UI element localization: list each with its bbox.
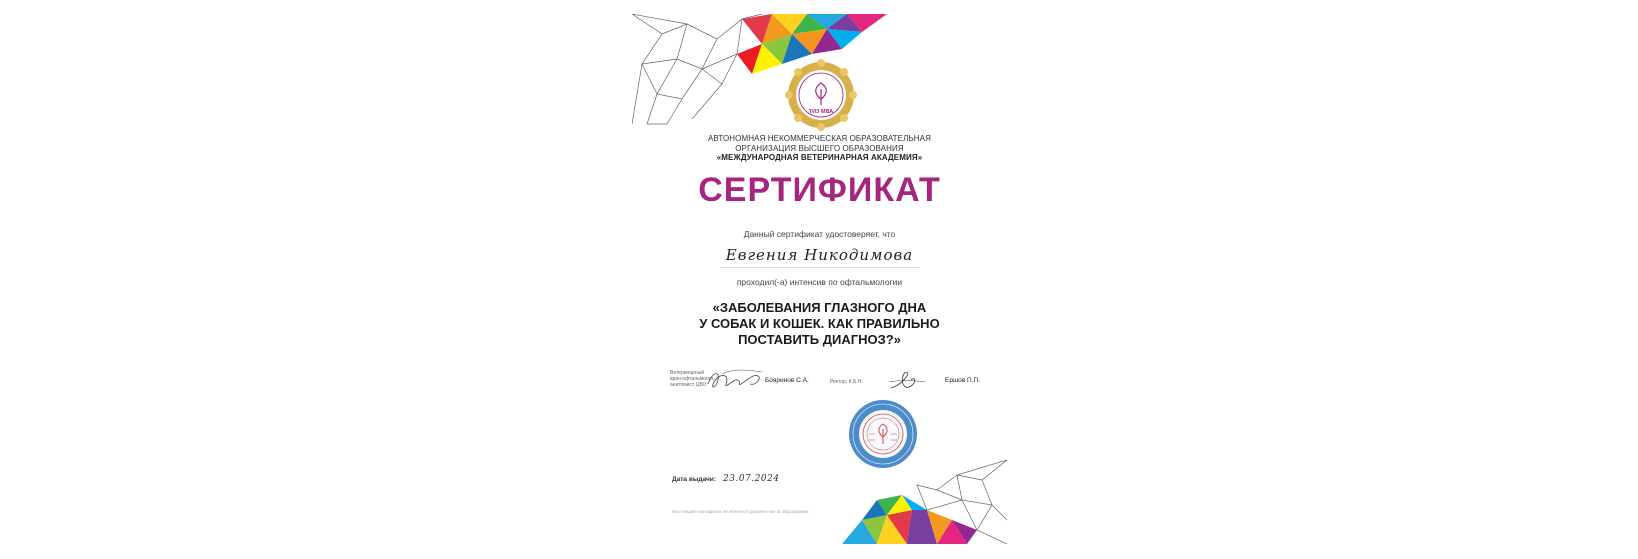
org-line-3: «МЕЖДУНАРОДНАЯ ВЕТЕРИНАРНАЯ АКАДЕМИЯ»: [716, 153, 923, 162]
issue-date: 23.07.2024: [723, 474, 780, 484]
org-line-1: АВТОНОМНАЯ НЕКОММЕРЧЕСКАЯ ОБРАЗОВАТЕЛЬНАЯ: [708, 134, 931, 143]
recipient-name: Евгения Никодимова: [725, 246, 914, 264]
left-role-line-1: Ветеринарный: [670, 370, 705, 376]
attest-text: Данный сертификат удостоверяет, что: [743, 229, 896, 239]
left-role-line-2: врач-офтальмолог,: [670, 376, 715, 382]
course-title: [632, 300, 1007, 348]
academy-seal-icon: [785, 59, 857, 131]
signature-left-icon: [704, 366, 766, 394]
org-line-2: ОРГАНИЗАЦИЯ ВЫСШЕГО ОБРАЗОВАНИЯ: [735, 143, 904, 153]
certificate-page: [632, 14, 1007, 544]
name-underline: [720, 267, 920, 268]
footer-note: Настоящий сертификат не является документом об образовании: [672, 509, 809, 514]
signature-left-name: Бояринов С.А.: [765, 377, 809, 384]
course-title-line-1: «ЗАБОЛЕВАНИЯ ГЛАЗНОГО ДНА: [712, 300, 927, 315]
left-role-line-3: анатомист ЦВО: [670, 382, 707, 388]
organization-name: [632, 134, 1007, 163]
course-label: проходил(-а) интенсив по офтальмологии: [736, 277, 903, 287]
course-title-line-2: У СОБАК И КОШЕК. КАК ПРАВИЛЬНО: [699, 316, 940, 331]
signature-right-name: Ершов П.П.: [945, 377, 980, 384]
course-title-line-3: ПОСТАВИТЬ ДИАГНОЗ?»: [738, 332, 901, 347]
signature-right-icon: [887, 368, 927, 394]
certificate-title: СЕРТИФИКАТ: [698, 171, 941, 209]
seal-text: ТИЗ МВА: [808, 109, 834, 115]
issue-date-label: Дата выдачи:: [672, 476, 716, 483]
signature-right-role: Ректор, К.Б.Н.: [830, 379, 863, 385]
decor-polygon-bottom-right: [842, 460, 1007, 544]
